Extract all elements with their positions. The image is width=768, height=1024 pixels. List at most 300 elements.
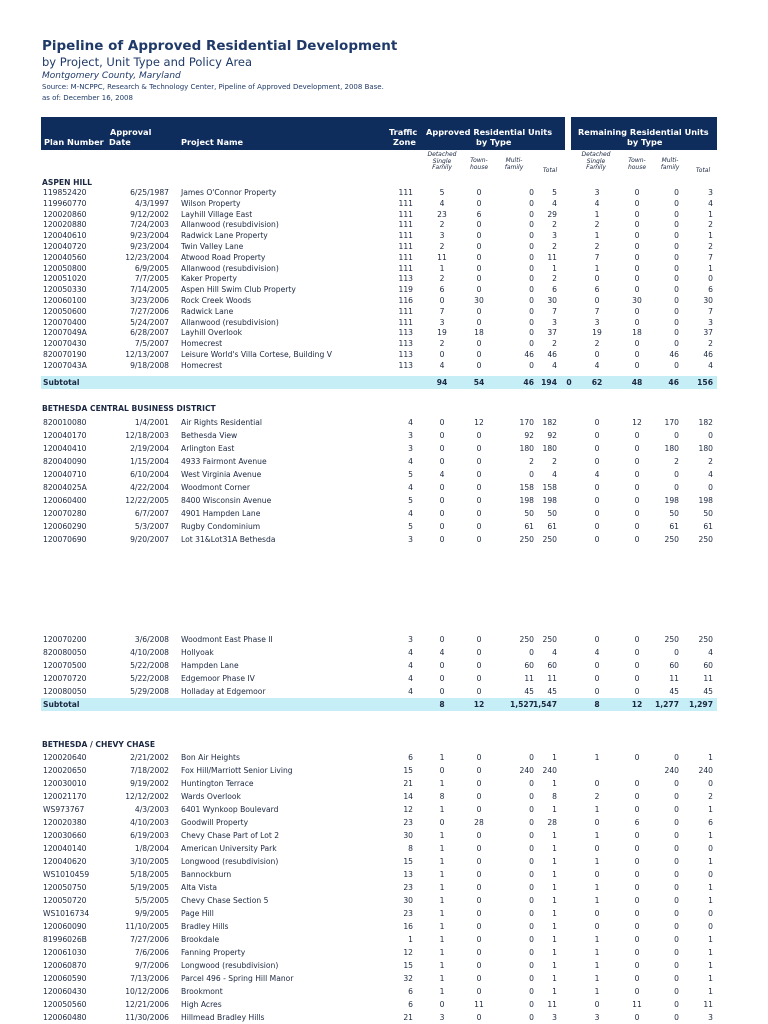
- approved-total-cell: 92: [547, 431, 557, 440]
- remaining-detached-cell: 1: [594, 231, 600, 241]
- header-zone: Zone: [393, 137, 416, 147]
- remaining-total-cell: 7: [708, 306, 713, 316]
- approved-total-cell: 2: [552, 242, 557, 251]
- approved-townhouse-cell: 0: [476, 870, 482, 879]
- remaining-detached-cell: 0: [594, 457, 600, 466]
- approved-detached-cell: 4: [439, 198, 445, 208]
- remaining-detached-cell: 1: [594, 831, 600, 840]
- approval-date-cell: 12/22/2005: [125, 496, 169, 505]
- plan-number-cell: 820040090: [43, 457, 87, 466]
- table-row: [41, 933, 717, 946]
- approved-multifamily-cell: 0: [529, 857, 534, 866]
- approved-multifamily-cell: 11: [524, 674, 534, 683]
- remaining-multifamily-cell: 0: [674, 948, 679, 957]
- project-name-cell: Kaker Property: [181, 274, 237, 284]
- subtotal-approved-townhouse: 54: [473, 378, 485, 387]
- subheader-approved-total: Total: [542, 167, 558, 174]
- project-name-cell: Layhill Village East: [181, 209, 253, 219]
- traffic-zone-cell: 111: [398, 242, 413, 251]
- approved-detached-cell: 1: [439, 896, 445, 905]
- header-date: Date: [109, 137, 131, 147]
- remaining-total-cell: 4: [708, 648, 713, 657]
- remaining-townhouse-cell: 0: [634, 457, 640, 466]
- approved-multifamily-cell: 0: [529, 198, 534, 208]
- subtotal-approved-multifamily: 46: [523, 378, 534, 387]
- remaining-total-cell: 250: [698, 535, 713, 544]
- approved-townhouse-cell: 0: [476, 987, 482, 996]
- remaining-total-cell: 1: [708, 209, 713, 219]
- approval-date-cell: 5/24/2007: [130, 317, 169, 327]
- traffic-zone-cell: 4: [408, 457, 413, 466]
- approval-date-cell: 4/3/2003: [134, 805, 169, 814]
- table-row: [41, 672, 717, 685]
- remaining-multifamily-cell: 0: [674, 483, 679, 492]
- approval-date-cell: 3/10/2005: [130, 857, 169, 866]
- remaining-multifamily-cell: 61: [669, 522, 679, 531]
- remaining-townhouse-cell: 0: [634, 805, 640, 814]
- project-name-cell: Arlington East: [181, 444, 235, 453]
- approved-detached-cell: 23: [437, 209, 447, 219]
- project-name-cell: Lot 31&Lot31A Bethesda: [181, 535, 276, 544]
- plan-number-cell: 120020640: [43, 753, 87, 762]
- remaining-total-cell: 0: [708, 870, 713, 879]
- plan-number-cell: 120021170: [43, 792, 87, 801]
- subtotal-row: [41, 376, 717, 389]
- approval-date-cell: 5/18/2005: [130, 870, 169, 879]
- approved-townhouse-cell: 0: [476, 935, 482, 944]
- plan-number-cell: 820080050: [43, 648, 87, 657]
- approved-detached-cell: 2: [439, 220, 445, 230]
- remaining-total-cell: 1: [708, 831, 713, 840]
- remaining-multifamily-cell: 0: [674, 328, 679, 338]
- plan-number-cell: 120070280: [43, 509, 87, 518]
- approved-townhouse-cell: 0: [476, 274, 482, 284]
- approved-detached-cell: 0: [439, 496, 445, 505]
- subtotal-gap-value: 0: [566, 378, 572, 387]
- approved-total-cell: 250: [542, 635, 557, 644]
- traffic-zone-cell: 23: [403, 909, 413, 918]
- approved-townhouse-cell: 0: [476, 896, 482, 905]
- project-name-cell: Fox Hill/Marriott Senior Living: [181, 766, 293, 775]
- approved-multifamily-cell: 250: [519, 635, 534, 644]
- remaining-detached-cell: 7: [594, 306, 600, 316]
- approved-detached-cell: 1: [439, 909, 445, 918]
- remaining-detached-cell: 0: [594, 844, 600, 853]
- plan-number-cell: 120060590: [43, 974, 87, 983]
- approval-date-cell: 7/27/2006: [130, 306, 169, 316]
- approved-townhouse-cell: 12: [474, 418, 484, 427]
- remaining-total-cell: 45: [703, 687, 713, 696]
- approved-detached-cell: 0: [439, 431, 445, 440]
- approved-detached-cell: 5: [439, 188, 445, 197]
- plan-number-cell: WS973767: [43, 805, 85, 814]
- project-name-cell: Allanwood (resubdivision): [181, 263, 279, 273]
- remaining-multifamily-cell: 0: [674, 198, 679, 208]
- approved-detached-cell: 0: [439, 687, 445, 696]
- approved-multifamily-cell: 45: [524, 687, 534, 696]
- remaining-total-cell: 1: [708, 857, 713, 866]
- approval-date-cell: 7/7/2005: [134, 274, 169, 284]
- remaining-townhouse-cell: 0: [634, 306, 640, 316]
- approved-total-cell: 11: [547, 674, 557, 683]
- plan-number-cell: 120050600: [43, 306, 87, 316]
- table-row: [41, 520, 717, 533]
- plan-number-cell: 120070500: [43, 661, 87, 670]
- approved-multifamily-cell: 0: [529, 948, 534, 957]
- approval-date-cell: 12/13/2007: [125, 350, 169, 359]
- approved-multifamily-cell: 0: [529, 306, 534, 316]
- approval-date-cell: 7/14/2005: [130, 285, 169, 295]
- table-row: [41, 998, 717, 1011]
- remaining-total-cell: 4: [708, 198, 713, 208]
- traffic-zone-cell: 3: [408, 635, 413, 644]
- approval-date-cell: 5/3/2007: [134, 522, 169, 531]
- approved-multifamily-cell: 0: [529, 805, 534, 814]
- table-row: [41, 533, 717, 546]
- table-row: [41, 1011, 717, 1024]
- project-name-cell: Fanning Property: [181, 948, 246, 957]
- remaining-detached-cell: 0: [594, 818, 600, 827]
- approved-total-cell: 1: [552, 961, 557, 970]
- approval-date-cell: 12/12/2002: [125, 792, 169, 801]
- remaining-detached-cell: 1: [594, 753, 600, 762]
- remaining-detached-cell: 0: [594, 296, 600, 305]
- approved-multifamily-cell: 0: [529, 220, 534, 230]
- project-name-cell: Longwood (resubdivision): [181, 857, 279, 866]
- approved-total-cell: 50: [547, 509, 557, 518]
- remaining-total-cell: 4: [708, 470, 713, 479]
- traffic-zone-cell: 6: [408, 987, 413, 996]
- remaining-multifamily-cell: 46: [669, 350, 679, 359]
- approval-date-cell: 6/10/2004: [130, 470, 169, 479]
- project-name-cell: Bethesda View: [181, 431, 238, 440]
- remaining-multifamily-cell: 0: [674, 961, 679, 970]
- approved-multifamily-cell: 0: [529, 296, 534, 305]
- project-name-cell: Radwick Lane: [181, 306, 234, 316]
- approved-multifamily-cell: 2: [529, 457, 534, 466]
- approval-date-cell: 5/29/2008: [130, 687, 169, 696]
- approval-date-cell: 9/20/2007: [130, 535, 169, 544]
- project-name-cell: Aspen Hill Swim Club Property: [181, 285, 296, 295]
- remaining-townhouse-cell: 0: [634, 909, 640, 918]
- approved-townhouse-cell: 0: [476, 457, 482, 466]
- subtotal-remaining-multifamily: 46: [668, 378, 679, 387]
- plan-number-cell: 12007049A: [43, 328, 87, 338]
- subheader-remaining-total: Total: [695, 167, 711, 174]
- approved-townhouse-cell: 0: [476, 263, 482, 273]
- plan-number-cell: 120050330: [43, 285, 87, 295]
- project-name-cell: Twin Valley Lane: [181, 242, 244, 251]
- traffic-zone-cell: 119: [398, 285, 413, 295]
- approved-detached-cell: 0: [439, 457, 445, 466]
- remaining-total-cell: 1: [708, 948, 713, 957]
- remaining-detached-cell: 1: [594, 961, 600, 970]
- remaining-detached-cell: 1: [594, 896, 600, 905]
- approved-multifamily-cell: 0: [529, 753, 534, 762]
- approved-total-cell: 2: [552, 457, 557, 466]
- approved-townhouse-cell: 0: [476, 470, 482, 479]
- remaining-townhouse-cell: 0: [634, 687, 640, 696]
- approval-date-cell: 12/18/2003: [125, 431, 169, 440]
- approval-date-cell: 9/9/2005: [134, 909, 169, 918]
- plan-number-cell: 120060290: [43, 522, 87, 531]
- remaining-total-cell: 1: [708, 263, 713, 273]
- remaining-total-cell: 30: [703, 296, 713, 305]
- as-of-date: as of: December 16, 2008: [42, 94, 133, 102]
- remaining-multifamily-cell: 0: [674, 831, 679, 840]
- approved-total-cell: 240: [542, 766, 557, 775]
- approved-detached-cell: 1: [439, 753, 445, 762]
- approval-date-cell: 5/5/2005: [134, 896, 169, 905]
- approved-townhouse-cell: 0: [476, 844, 482, 853]
- remaining-total-cell: 11: [703, 1000, 713, 1009]
- remaining-detached-cell: 3: [594, 188, 600, 197]
- traffic-zone-cell: 4: [408, 418, 413, 427]
- plan-number-cell: 120060400: [43, 496, 87, 505]
- remaining-multifamily-cell: 0: [674, 470, 679, 479]
- table-row: [41, 816, 717, 829]
- approved-detached-cell: 1: [439, 844, 445, 853]
- traffic-zone-cell: 15: [403, 857, 413, 866]
- approved-multifamily-cell: 170: [519, 418, 534, 427]
- project-name-cell: Wards Overlook: [181, 792, 241, 801]
- header-remaining-units: Remaining Residential Units: [578, 127, 709, 137]
- project-name-cell: Huntington Terrace: [181, 779, 254, 788]
- remaining-townhouse-cell: 0: [634, 496, 640, 505]
- remaining-townhouse-cell: 0: [634, 1013, 640, 1022]
- plan-number-cell: 120040620: [43, 857, 87, 866]
- table-row: [41, 972, 717, 985]
- approved-townhouse-cell: 0: [476, 522, 482, 531]
- project-name-cell: Brookmont: [181, 987, 223, 996]
- remaining-detached-cell: 1: [594, 805, 600, 814]
- project-name-cell: High Acres: [181, 1000, 222, 1009]
- traffic-zone-cell: 111: [398, 306, 413, 316]
- remaining-multifamily-cell: 0: [674, 1000, 679, 1009]
- remaining-multifamily-cell: 0: [674, 317, 679, 327]
- project-name-cell: American University Park: [181, 844, 277, 853]
- table-row: [41, 894, 717, 907]
- approval-date-cell: 9/7/2006: [134, 961, 169, 970]
- table-row: [41, 494, 717, 507]
- subtotal-approved-townhouse: 12: [473, 700, 485, 709]
- remaining-total-cell: 6: [708, 818, 713, 827]
- remaining-townhouse-cell: 0: [634, 857, 640, 866]
- plan-number-cell: 119960770: [43, 198, 87, 208]
- approved-detached-cell: 0: [439, 635, 445, 644]
- plan-number-cell: 120070200: [43, 635, 87, 644]
- remaining-multifamily-cell: 0: [674, 296, 679, 305]
- remaining-detached-cell: 0: [594, 635, 600, 644]
- remaining-total-cell: 2: [708, 457, 713, 466]
- approved-detached-cell: 0: [439, 522, 445, 531]
- approved-total-cell: 1: [552, 922, 557, 931]
- subtotal-approved-multifamily: 1,527: [509, 700, 534, 709]
- approved-total-cell: 1: [552, 987, 557, 996]
- approved-detached-cell: 1: [439, 805, 445, 814]
- subtotal-approved-total: 194: [541, 378, 557, 387]
- remaining-detached-cell: 1: [594, 974, 600, 983]
- approved-detached-cell: 0: [439, 674, 445, 683]
- remaining-total-cell: 11: [703, 674, 713, 683]
- approval-date-cell: 4/22/2004: [130, 483, 169, 492]
- remaining-multifamily-cell: 0: [674, 805, 679, 814]
- approved-townhouse-cell: 0: [476, 753, 482, 762]
- plan-number-cell: 120060430: [43, 987, 87, 996]
- remaining-detached-cell: 0: [594, 870, 600, 879]
- remaining-multifamily-cell: 0: [674, 779, 679, 788]
- subtotal-remaining-townhouse: 48: [631, 378, 643, 387]
- traffic-zone-cell: 111: [398, 231, 413, 241]
- remaining-multifamily-cell: 11: [669, 674, 679, 683]
- remaining-detached-cell: 3: [594, 1013, 600, 1022]
- plan-number-cell: 120040710: [43, 470, 87, 479]
- approved-multifamily-cell: 198: [519, 496, 534, 505]
- approved-multifamily-cell: 0: [529, 896, 534, 905]
- subtotal-remaining-townhouse: 12: [631, 700, 643, 709]
- approved-multifamily-cell: 61: [524, 522, 534, 531]
- approval-date-cell: 6/19/2003: [130, 831, 169, 840]
- plan-number-cell: 120020380: [43, 818, 87, 827]
- plan-number-cell: 120051020: [43, 274, 87, 284]
- approved-detached-cell: 0: [439, 661, 445, 670]
- approved-detached-cell: 0: [439, 535, 445, 544]
- approved-detached-cell: 0: [439, 483, 445, 492]
- plan-number-cell: 120020860: [43, 209, 87, 219]
- remaining-multifamily-cell: 0: [674, 339, 679, 349]
- approved-multifamily-cell: 0: [529, 818, 534, 827]
- approved-detached-cell: 1: [439, 870, 445, 879]
- approved-multifamily-cell: 0: [529, 648, 534, 657]
- traffic-zone-cell: 32: [403, 974, 413, 983]
- section-heading: BETHESDA / CHEVY CHASE: [42, 740, 156, 749]
- project-name-cell: James O'Connor Property: [181, 188, 277, 197]
- approved-detached-cell: 4: [439, 470, 445, 479]
- remaining-total-cell: 240: [698, 766, 713, 775]
- approved-total-cell: 60: [547, 661, 557, 670]
- project-name-cell: Wilson Property: [181, 198, 241, 208]
- approved-detached-cell: 2: [439, 339, 445, 349]
- approved-townhouse-cell: 0: [476, 648, 482, 657]
- source-note: Source: M-NCPPC, Research & Technology Center, Pipeline of Approved Development, 2008 Base.: [42, 83, 384, 91]
- traffic-zone-cell: 23: [403, 883, 413, 892]
- approved-multifamily-cell: 0: [529, 844, 534, 853]
- traffic-zone-cell: 3: [408, 535, 413, 544]
- approved-townhouse-cell: 0: [476, 496, 482, 505]
- subheader-remaining-multifamily: Multi- family: [660, 157, 680, 171]
- remaining-detached-cell: 0: [594, 687, 600, 696]
- remaining-total-cell: 1: [708, 974, 713, 983]
- remaining-detached-cell: 4: [594, 198, 600, 208]
- approved-multifamily-cell: 0: [529, 987, 534, 996]
- remaining-detached-cell: 4: [594, 648, 600, 657]
- approved-detached-cell: 0: [439, 444, 445, 453]
- traffic-zone-cell: 23: [403, 818, 413, 827]
- approval-date-cell: 7/13/2006: [130, 974, 169, 983]
- plan-number-cell: 82004025A: [43, 483, 87, 492]
- project-name-cell: Edgemoor Phase IV: [181, 674, 255, 683]
- remaining-detached-cell: 0: [594, 674, 600, 683]
- remaining-detached-cell: 0: [594, 922, 600, 931]
- approval-date-cell: 10/12/2006: [125, 987, 169, 996]
- traffic-zone-cell: 12: [403, 948, 413, 957]
- remaining-detached-cell: 0: [594, 274, 600, 284]
- approved-multifamily-cell: 46: [524, 350, 534, 359]
- approved-total-cell: 61: [547, 522, 557, 531]
- approved-detached-cell: 0: [439, 1000, 445, 1009]
- remaining-townhouse-cell: 0: [634, 198, 640, 208]
- approval-date-cell: 2/19/2004: [130, 444, 169, 453]
- approved-total-cell: 3: [552, 317, 557, 327]
- header-traffic: Traffic: [389, 127, 418, 137]
- header-approval: Approval: [110, 127, 152, 137]
- approved-townhouse-cell: 0: [476, 220, 482, 230]
- project-name-cell: Rugby Condominium: [181, 522, 261, 531]
- subheader-approved-detached: Detached Single Family: [427, 151, 457, 171]
- traffic-zone-cell: 111: [398, 209, 413, 219]
- remaining-townhouse-cell: 0: [634, 188, 640, 197]
- remaining-detached-cell: 0: [594, 509, 600, 518]
- plan-number-cell: WS1010459: [43, 870, 90, 879]
- remaining-townhouse-cell: 0: [634, 961, 640, 970]
- plan-number-cell: 120050560: [43, 1000, 87, 1009]
- remaining-townhouse-cell: 0: [634, 231, 640, 241]
- remaining-detached-cell: 1: [594, 263, 600, 273]
- approved-townhouse-cell: 0: [476, 535, 482, 544]
- approved-detached-cell: 1: [439, 779, 445, 788]
- plan-number-cell: 820010080: [43, 418, 87, 427]
- approved-total-cell: 4: [552, 198, 557, 208]
- project-name-cell: Page Hill: [181, 909, 214, 918]
- plan-number-cell: 120070690: [43, 535, 87, 544]
- approved-multifamily-cell: 0: [529, 909, 534, 918]
- table-row: [41, 920, 717, 933]
- remaining-multifamily-cell: 2: [674, 457, 679, 466]
- traffic-zone-cell: 113: [398, 339, 413, 349]
- approval-date-cell: 11/30/2006: [125, 1013, 169, 1022]
- approved-detached-cell: 3: [439, 317, 445, 327]
- approved-townhouse-cell: 28: [474, 818, 484, 827]
- subtotal-remaining-total: 1,297: [688, 700, 713, 709]
- remaining-multifamily-cell: 45: [669, 687, 679, 696]
- approval-date-cell: 5/19/2005: [130, 883, 169, 892]
- table-row: [41, 790, 717, 803]
- remaining-detached-cell: 1: [594, 948, 600, 957]
- plan-number-cell: 120040720: [43, 242, 87, 251]
- approved-multifamily-cell: 50: [524, 509, 534, 518]
- traffic-zone-cell: 13: [403, 870, 413, 879]
- remaining-total-cell: 1: [708, 883, 713, 892]
- remaining-townhouse-cell: 0: [634, 252, 640, 262]
- approved-total-cell: 250: [542, 535, 557, 544]
- approved-total-cell: 5: [552, 188, 557, 197]
- approved-detached-cell: 1: [439, 935, 445, 944]
- remaining-multifamily-cell: 180: [664, 444, 679, 453]
- remaining-townhouse-cell: 0: [634, 779, 640, 788]
- approved-townhouse-cell: 0: [476, 961, 482, 970]
- remaining-detached-cell: 1: [594, 987, 600, 996]
- approved-multifamily-cell: 250: [519, 535, 534, 544]
- remaining-multifamily-cell: 0: [674, 285, 679, 295]
- project-name-cell: Atwood Road Property: [181, 252, 266, 262]
- remaining-detached-cell: 0: [594, 779, 600, 788]
- approval-date-cell: 5/22/2008: [130, 674, 169, 683]
- traffic-zone-cell: 6: [408, 753, 413, 762]
- approved-townhouse-cell: 0: [476, 444, 482, 453]
- approved-total-cell: 198: [542, 496, 557, 505]
- remaining-townhouse-cell: 0: [634, 209, 640, 219]
- subtotal-label: Subtotal: [43, 378, 80, 387]
